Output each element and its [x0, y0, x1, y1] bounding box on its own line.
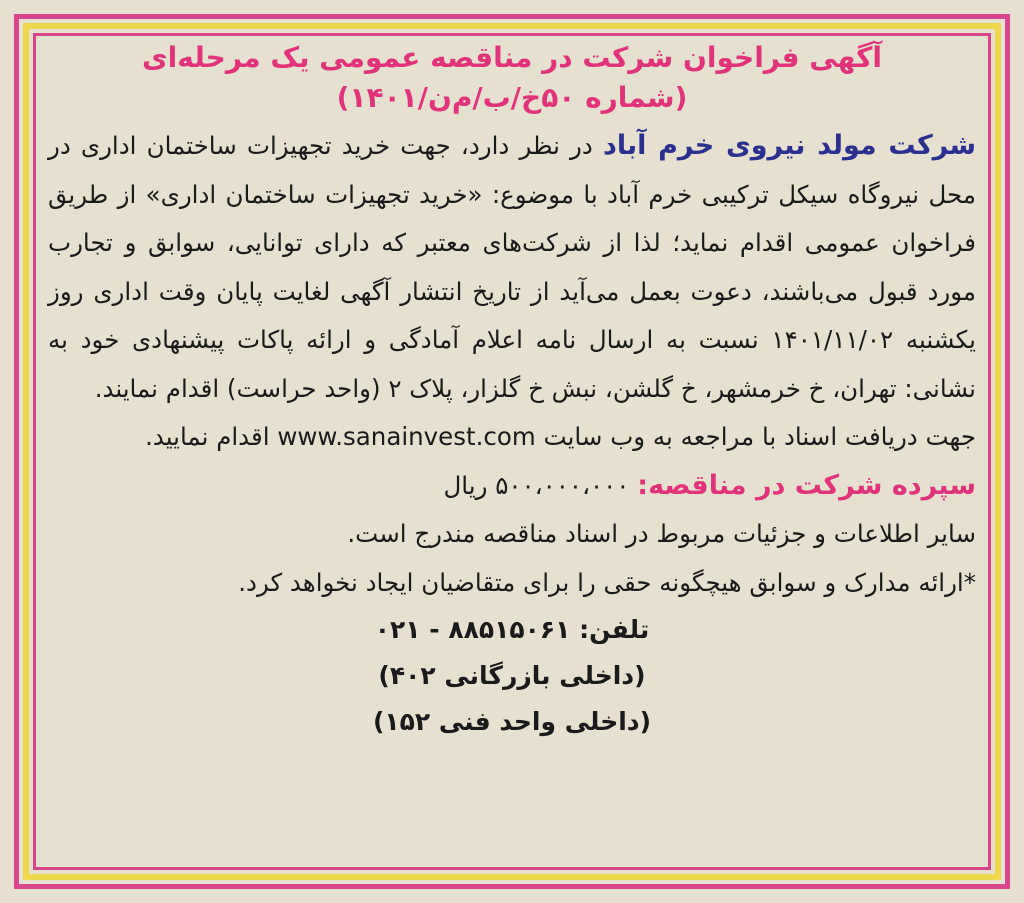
- notice-content: [48, 38, 976, 863]
- deposit-line: [48, 462, 976, 511]
- notice-number: (شماره ۵۰خ/ب/م‌ن/۱۴۰۱): [336, 81, 688, 114]
- docs-suffix: اقدام نمایید.: [145, 422, 270, 451]
- notice-title: آگهی فراخوان شرکت در مناقصه عمومی یک مرحله‌ای: [142, 41, 882, 74]
- deposit-label: سپرده شرکت در مناقصه:: [637, 469, 976, 501]
- company-name: شرکت مولد نیروی خرم آباد: [602, 130, 976, 161]
- other-info: سایر اطلاعات و جزئیات مربوط در اسناد مناقصه مندرج است.: [347, 519, 976, 548]
- extension-technical: (داخلی واحد فنی ۱۵۲): [372, 707, 652, 736]
- extension-commercial: (داخلی بازرگانی ۴۰۲): [378, 661, 646, 690]
- notice-body: [48, 122, 976, 413]
- disclaimer: *ارائه مدارک و سوابق هیچگونه حقی را برای متقاضیان ایجاد نخواهد کرد.: [238, 567, 976, 597]
- phone-number: تلفن: ۸۸۵۱۵۰۶۱ - ۰۲۱: [374, 615, 650, 644]
- deposit-value: ۵۰۰،۰۰۰،۰۰۰ ریال: [443, 470, 630, 500]
- body-text: در نظر دارد، جهت خرید تجهیزات ساختمان اداری در محل نیروگاه سیکل ترکیبی خرم آباد با موضوع: «خرید تجهیزات ساختمان اداری» از طریق فراخوان عمومی اقدام نماید؛ لذا از شرکت‌های معتبر که دارای توانایی، سوابق و تجارب مورد قبول می‌باشند، دعوت بعمل می‌آید از تاریخ انتشار آگهی لغایت پایان وقت اداری روز یکشنبه ۱۴۰۱/۱۱/۰۲ نسبت به ارسال نامه اعلام آمادگی و ارائه پاکات پیشنهادی خود به نشانی: تهران، خ خرمشهر، خ گلشن، نبش خ گلزار، پلاک ۲ (واحد حراست) اقدام نمایند.: [48, 131, 977, 403]
- website-link[interactable]: www.sanainvest.com: [277, 422, 536, 451]
- docs-prefix: جهت دریافت اسناد با مراجعه به وب سایت: [543, 422, 976, 451]
- documents-line: [48, 413, 976, 462]
